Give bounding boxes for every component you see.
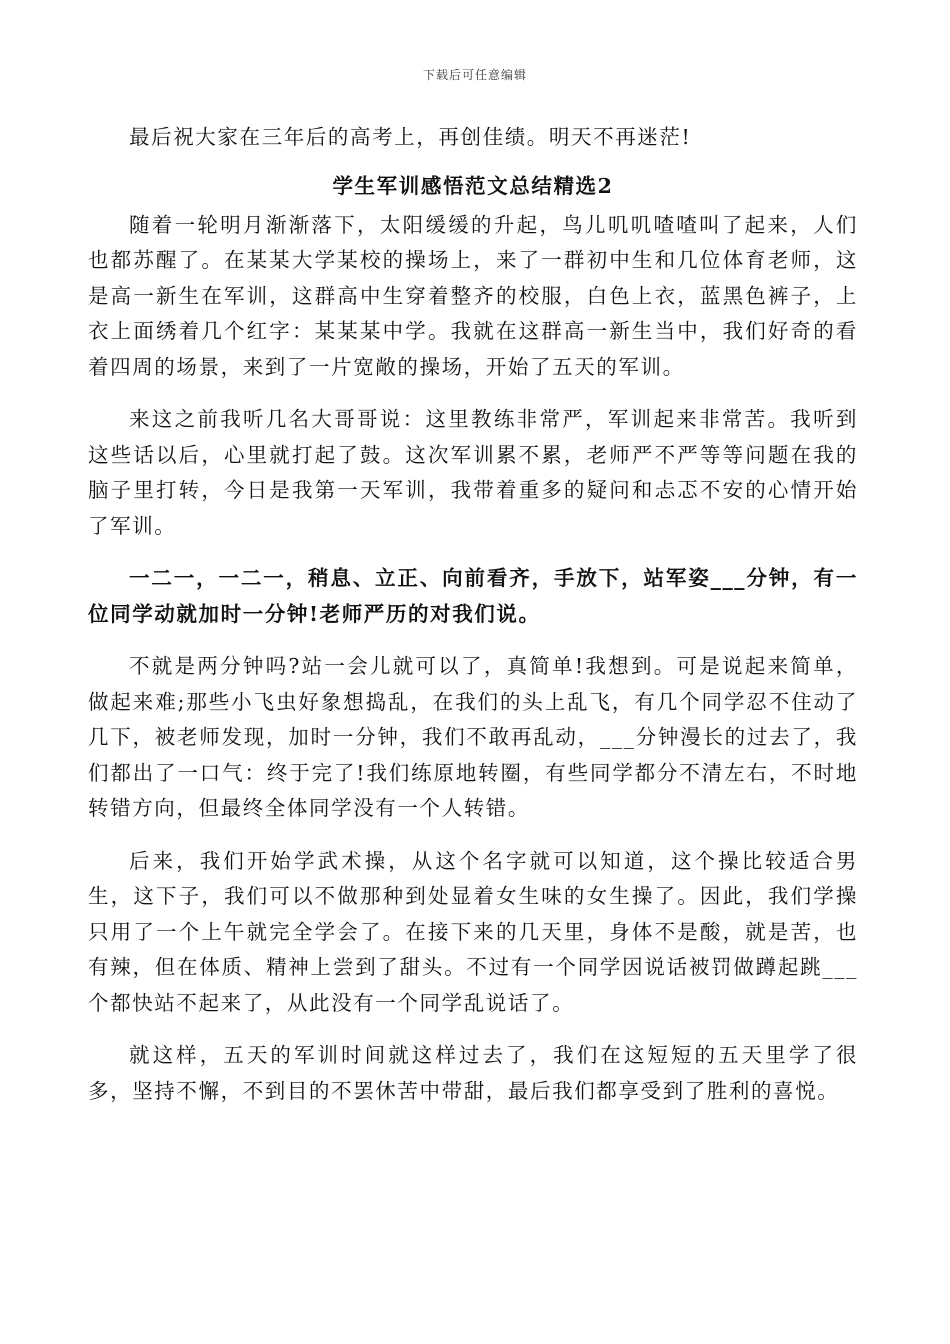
paragraph-4: 不就是两分钟吗?站一会儿就可以了，真简单!我想到。可是说起来简单，做起来难;那些小飞虫好象想捣乱，在我们的头上乱飞，有几个同学忍不住动了几下，被老师发现，加时一分钟，我们不敢再乱动，___分钟漫长的过去了，我们都出了一口气：终于完了!我们练原地转圈，有些同学都分不清左右，不时地转错方向，但最终全体同学没有一个人转错。 <box>88 654 858 820</box>
document-body <box>88 120 858 1109</box>
paragraph-3-bold: 一二一，一二一，稍息、立正、向前看齐，手放下，站军姿___分钟，有一位同学动就加时一分钟!老师严历的对我们说。 <box>88 566 858 626</box>
paragraph-1: 随着一轮明月渐渐落下，太阳缓缓的升起，鸟儿叽叽喳喳叫了起来，人们也都苏醒了。在某某大学某校的操场上，来了一群初中生和几位体育老师，这是高一新生在军训，这群高中生穿着整齐的校服，白色上衣，蓝黑色裤子，上衣上面绣着几个红字：某某某中学。我就在这群高一新生当中，我们好奇的看着四周的场景，来到了一片宽敞的操场，开始了五天的军训。 <box>88 212 858 379</box>
paragraph-5: 后来，我们开始学武术操，从这个名字就可以知道，这个操比较适合男生，这下子，我们可以不做那种到处显着女生味的女生操了。因此，我们学操只用了一个上午就完全学会了。在接下来的几天里，身体不是酸，就是苦，也有辣，但在体质、精神上尝到了甜头。不过有一个同学因说话被罚做蹲起跳___个都快站不起来了，从此没有一个同学乱说话了。 <box>88 848 858 1015</box>
paragraph-2: 来这之前我听几名大哥哥说：这里教练非常严，军训起来非常苦。我听到这些话以后，心里就打起了鼓。这次军训累不累，老师严不严等等问题在我的脑子里打转，今日是我第一天军训，我带着重多的疑问和忐忑不安的心情开始了军训。 <box>88 407 858 538</box>
page-header-note: 下载后可任意编辑 <box>422 68 527 82</box>
document-title: 学生军训感悟范文总结精选2 <box>332 173 614 198</box>
paragraph-6: 就这样，五天的军训时间就这样过去了，我们在这短短的五天里学了很多，坚持不懈，不到目的不罢休苦中带甜，最后我们都享受到了胜利的喜悦。 <box>88 1043 858 1103</box>
opening-paragraph: 最后祝大家在三年后的高考上，再创佳绩。明天不再迷茫! <box>129 125 692 149</box>
